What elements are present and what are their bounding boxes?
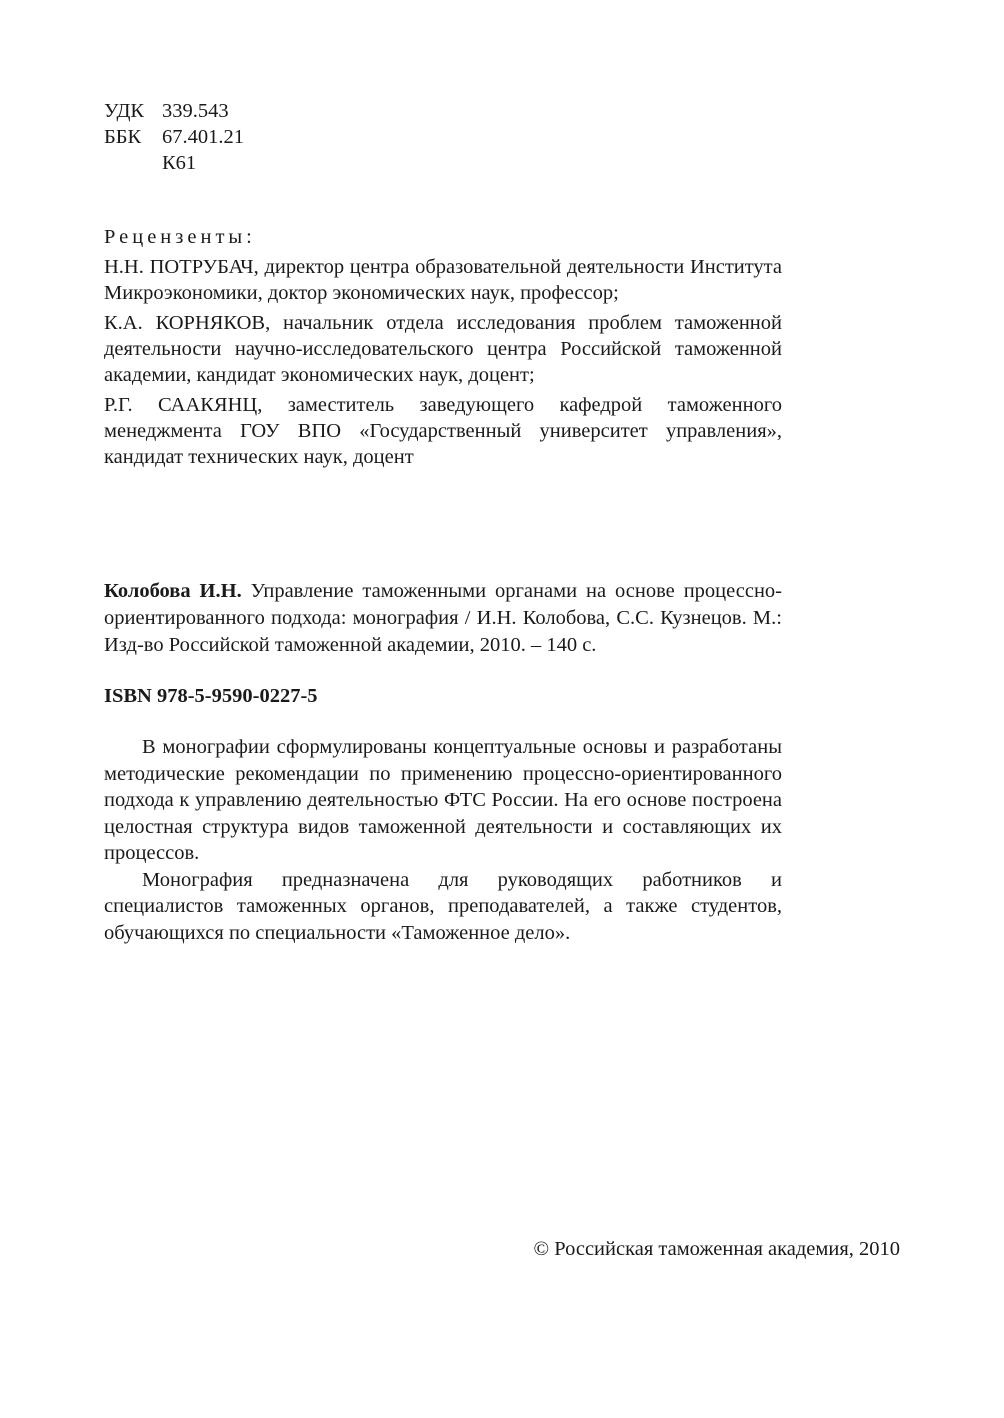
annotation-paragraph: Монография предназначена для руководящих работников и специалистов таможенных органов, преподавателей, а также студентов, обучающихся по специальности «Таможенное дело». (104, 868, 782, 944)
biblio-author: Колобова И.Н. (104, 580, 242, 602)
classification-codes (104, 98, 782, 176)
reviewer-entry: К.А. КОРНЯКОВ, начальник отдела исследования проблем таможенной деятельности научно-исследовательского центра Российской таможенной академии, кандидат экономических наук, доцент; (104, 312, 782, 386)
annotation (104, 734, 782, 946)
author-sign-value: К61 (162, 152, 197, 174)
annotation-paragraph: В монографии сформулированы концептуальные основы и разработаны методические рекомендации по применению процессно-ориентированного подхода к управлению деятельностью ФТС России. На его основе построена целостная структура видов таможенной деятельности и составляющих их процессов. (104, 736, 782, 864)
bbk-code-row (104, 124, 782, 150)
reviewers-heading: Рецензенты: (104, 226, 256, 248)
bibliographic-description (104, 578, 782, 659)
author-sign-row (104, 150, 782, 176)
udc-label: УДК (104, 100, 145, 122)
udc-code-row (104, 98, 782, 124)
copyright-notice: © Российская таможенная академия, 2010 (533, 1238, 900, 1260)
bbk-label: ББК (104, 126, 142, 148)
biblio-text: Управление таможенными органами на основе процессно-ориентированного подхода: монография / И.Н. Колобова, С.С. Кузнецов. М.: Изд-во Российской таможенной академии, 2010. – 140 с. (104, 580, 782, 656)
isbn: ISBN 978-5-9590-0227-5 (104, 685, 318, 707)
udc-value: 339.543 (162, 100, 229, 122)
reviewer-entry: Р.Г. СААКЯНЦ, заместитель заведующего кафедрой таможенного менеджмента ГОУ ВПО «Государственный университет управления», кандидат технических наук, доцент (104, 394, 782, 468)
author-sign-label (104, 150, 162, 176)
reviewer-entry: Н.Н. ПОТРУБАЧ, директор центра образовательной деятельности Института Микроэкономики, доктор экономических наук, профессор; (104, 256, 782, 304)
bbk-value: 67.401.21 (162, 126, 244, 148)
imprint-page (104, 98, 782, 946)
